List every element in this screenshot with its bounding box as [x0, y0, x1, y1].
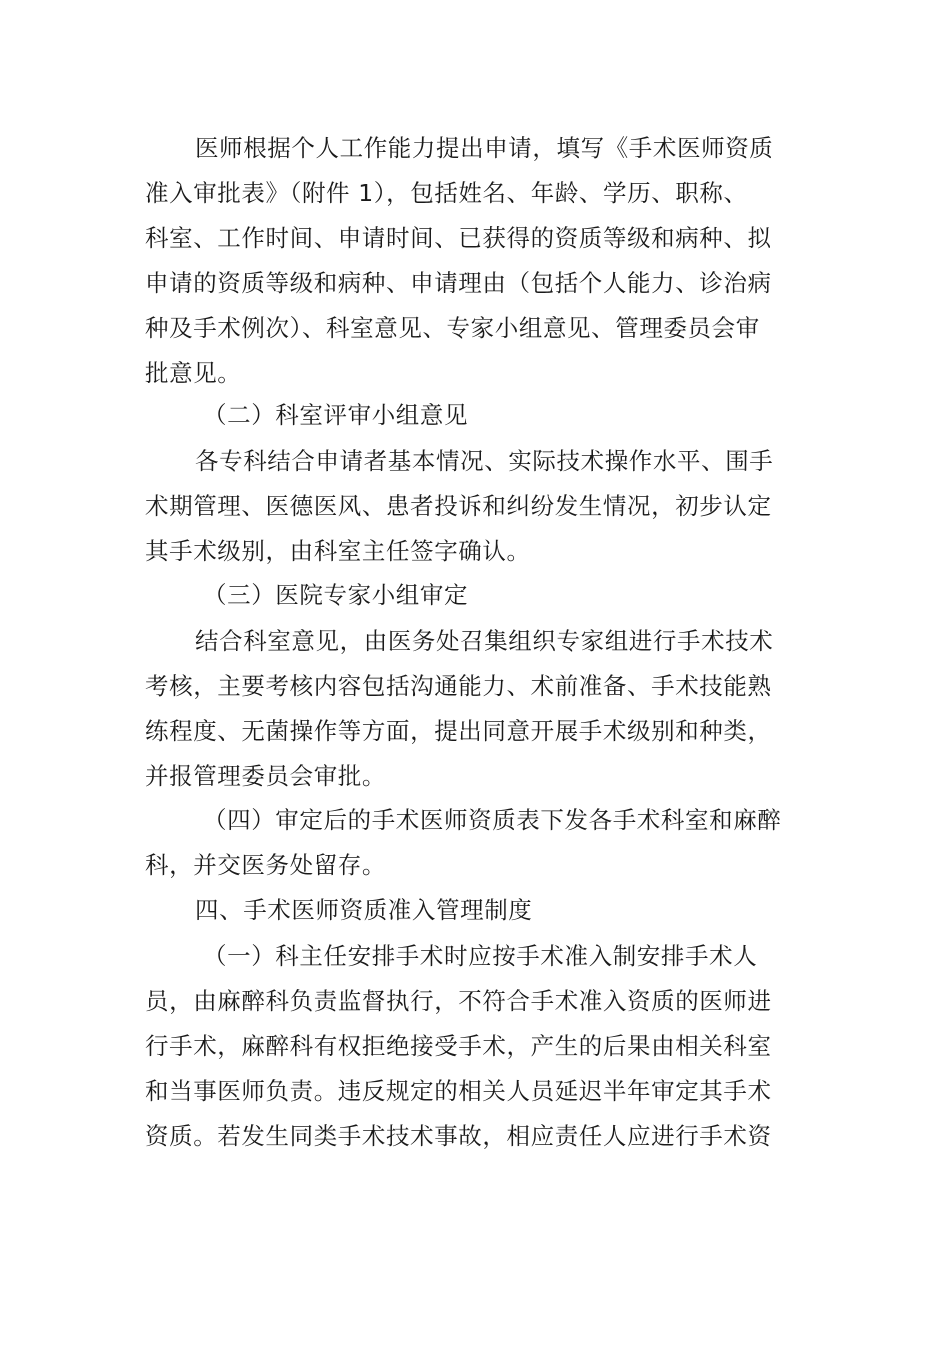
heading-2: （二）科室评审小组意见 [203, 401, 469, 429]
paragraph-3-line-2: 考核，主要考核内容包括沟通能力、术前准备、手术技能熟 [145, 672, 772, 700]
paragraph-3-line-4: 并报管理委员会审批。 [145, 762, 386, 790]
paragraph-3-line-3: 练程度、无菌操作等方面，提出同意开展手术级别和种类， [145, 717, 772, 745]
paragraph-1-line-3: 科室、工作时间、申请时间、已获得的资质等级和病种、拟 [145, 224, 772, 252]
paragraph-3-line-1: 结合科室意见，由医务处召集组织专家组进行手术技术 [195, 627, 774, 655]
paragraph-2-line-1: 各专科结合申请者基本情况、实际技术操作水平、围手 [195, 447, 774, 475]
paragraph-1-line-2: 准入审批表》（附件 1），包括姓名、年龄、学历、职称、 [145, 179, 748, 207]
paragraph-5-line-2: 员，由麻醉科负责监督执行，不符合手术准入资质的医师进 [145, 987, 772, 1015]
paragraph-1-line-6: 批意见。 [145, 359, 242, 387]
paragraph-1-line-4: 申请的资质等级和病种、申请理由（包括个人能力、诊治病 [145, 269, 772, 297]
paragraph-1-line-1: 医师根据个人工作能力提出申请，填写《手术医师资质 [195, 134, 774, 162]
paragraph-4-line-2: 科，并交医务处留存。 [145, 851, 386, 879]
paragraph-5-line-1: （一）科主任安排手术时应按手术准入制安排手术人 [203, 942, 758, 970]
paragraph-4-line-1: （四）审定后的手术医师资质表下发各手术科室和麻醉 [203, 806, 782, 834]
paragraph-5-line-3: 行手术，麻醉科有权拒绝接受手术，产生的后果由相关科室 [145, 1032, 772, 1060]
paragraph-5-line-4: 和当事医师负责。违反规定的相关人员延迟半年审定其手术 [145, 1077, 772, 1105]
heading-3: （三）医院专家小组审定 [203, 581, 469, 609]
paragraph-2-line-3: 其手术级别，由科室主任签字确认。 [145, 537, 531, 565]
paragraph-5-line-5: 资质。若发生同类手术技术事故，相应责任人应进行手术资 [145, 1122, 772, 1150]
paragraph-2-line-2: 术期管理、医德医风、患者投诉和纠纷发生情况，初步认定 [145, 492, 772, 520]
section-4-title: 四、手术医师资质准入管理制度 [195, 896, 533, 924]
paragraph-1-line-5: 种及手术例次）、科室意见、专家小组意见、管理委员会审 [145, 314, 760, 342]
